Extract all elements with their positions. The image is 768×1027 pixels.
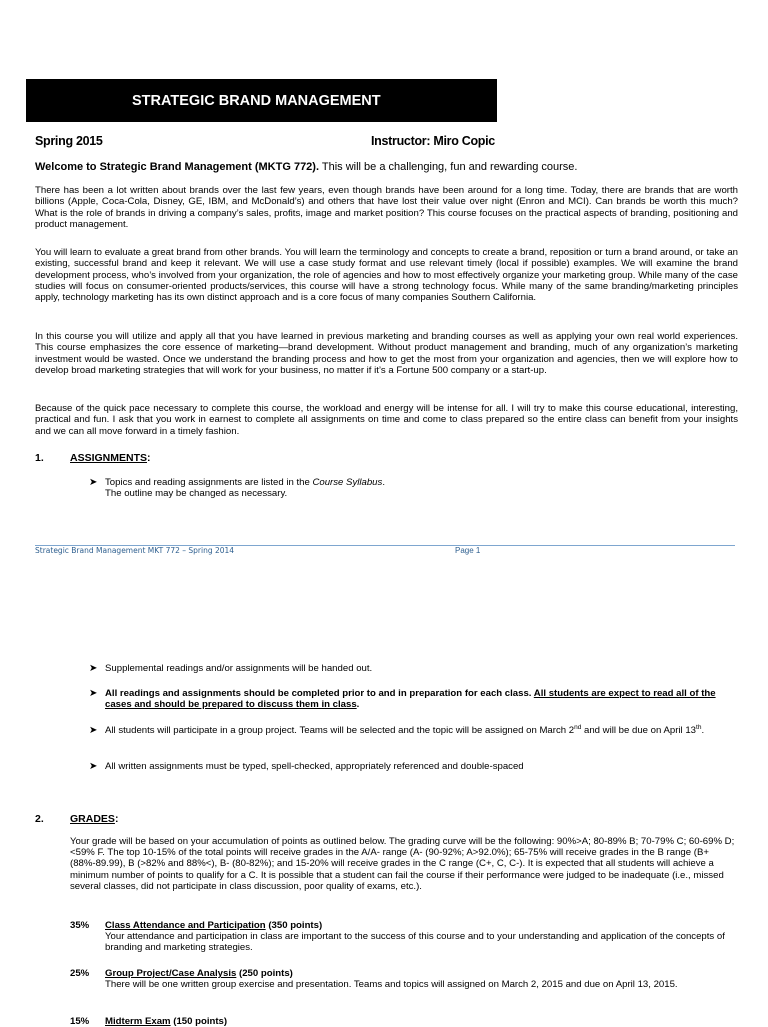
grade-item-desc: There will be one written group exercise and presentation. Teams and topics will assigned on March 2, 2015 and due on April 13, 2015. xyxy=(105,979,678,991)
section-1-heading xyxy=(70,452,151,464)
bullet-arrow-icon: ➤ xyxy=(89,761,98,772)
section-2-colon: : xyxy=(114,813,119,825)
bullet-arrow-icon: ➤ xyxy=(89,477,98,488)
paragraph-3: In this course you will utilize and apply all that you have learned in previous marketing and branding courses as well as applying your own real world experiences. This course emphasizes the core essence of marketing—brand development. Without product management and branding, much of any organization’s marketing investment would be wasted. Once we understand the branding process and how to get the most from your organization and agencies, then we will explore how to develop broad marketing strategies that will work for your business, no matter if it’s a Fortune 500 company or a start-up. xyxy=(35,331,738,376)
grade-item-points: (350 points) xyxy=(265,920,323,931)
grade-weight: 15% xyxy=(70,1016,90,1027)
document-title: STRATEGIC BRAND MANAGEMENT xyxy=(132,93,381,109)
bullet-1-line2: The outline may be changed as necessary. xyxy=(105,488,288,500)
bullet-3-bold: All readings and assignments should be completed prior to and in preparation for each class. xyxy=(105,688,534,699)
bullet-4-period: . xyxy=(701,725,705,736)
grade-item-points: (250 points) xyxy=(236,968,293,979)
bullet-3-period: . xyxy=(356,699,360,711)
assignment-bullet-3 xyxy=(105,688,738,710)
course-syllabus-ref: Course Syllabus xyxy=(312,477,383,488)
grade-item-title: Class Attendance and Participation xyxy=(105,920,266,931)
grade-item-midterm xyxy=(105,1016,738,1027)
welcome-rest: This will be a challenging, fun and rewarding course. xyxy=(319,161,578,173)
ordinal-suffix: th xyxy=(696,723,702,731)
grade-item-title: Midterm Exam xyxy=(105,1016,171,1027)
bullet-arrow-icon: ➤ xyxy=(89,725,98,736)
section-1-colon: : xyxy=(147,452,151,464)
grade-weight: 35% xyxy=(70,920,90,931)
bullet-4-text-a: All students will participate in a group project. Teams will be selected and the topic will be assigned on March 2 xyxy=(105,725,575,736)
grade-weight: 25% xyxy=(70,968,90,979)
grade-item-points: (150 points) xyxy=(170,1016,228,1027)
assignment-bullet-1 xyxy=(105,477,738,499)
bullet-4-text-b: and will be due on April 13 xyxy=(581,725,697,736)
section-2-heading xyxy=(70,813,118,825)
assignment-bullet-5: All written assignments must be typed, spell-checked, appropriately referenced and double-spaced xyxy=(105,761,524,772)
bullet-3-underlined: All students are expect to read all of the cases and should be prepared to discuss them in class xyxy=(105,688,716,711)
bullet-arrow-icon: ➤ xyxy=(89,663,98,674)
welcome-line xyxy=(35,161,577,173)
assignment-bullet-4 xyxy=(105,725,738,736)
document-title-bar xyxy=(26,79,497,122)
section-1-number: 1. xyxy=(35,452,44,464)
paragraph-1: There has been a lot written about brands over the last few years, even though brands have been around for a long time. Today, there are brands that are worth billions (Apple, Coca-Cola, Disney, GE, IBM, and McDonald’s) and others that have lost their value over night (Enron and MCI). Can brands be worth this much? What is the role of brands in driving a company’s sales, profits, image and market position? This course focuses on the practical aspects of branding, positioning and product management. xyxy=(35,185,738,230)
grade-item-desc: Your attendance and participation in class are important to the success of this course and to your understanding and application of the concepts of branding and marketing strategies. xyxy=(105,931,725,954)
instructor-label: Instructor: Miro Copic xyxy=(371,134,495,148)
ordinal-suffix: nd xyxy=(574,723,582,731)
grading-intro: Your grade will be based on your accumulation of points as outlined below. The grading curve will be the following: 90%>A; 80-89% B; 70-79% C; 60-69% D; <59% F. The top 10-15% of the total points will receive grades in the A/A- range (A- (90-92%; A>92.0%); 65-75% will receive grades in the B range (B+ (88%-89.99), B (>82% and 88%<), B- (80-82%); and 15-20% will receive grades in the C range (C+, C, C-). It is expected that all students will achieve a minimum number of points to qualify for a C. It is possible that a student can fail the course if their performance were judged to be inadequate (i.e., missed several classes, did not participate in class discussion, poor quality of exams, etc.). xyxy=(70,836,735,892)
section-2-number: 2. xyxy=(35,813,44,825)
welcome-bold: Welcome to Strategic Brand Management (MKTG 772). xyxy=(35,161,320,173)
footer-course-label: Strategic Brand Management MKT 772 – Spring 2014 xyxy=(35,546,235,555)
grade-item-group-project xyxy=(105,968,738,990)
section-1-title: ASSIGNMENTS xyxy=(70,452,148,464)
grade-item-attendance xyxy=(105,920,738,954)
paragraph-4: Because of the quick pace necessary to complete this course, the workload and energy will be intense for all. I will try to make this course educational, interesting, practical and fun. I ask that you work in earnest to complete all assignments on time and come to class prepared so the entire class can benefit from your insights and we can all move forward in a timely fashion. xyxy=(35,403,738,437)
section-2-title: GRADES xyxy=(70,813,115,825)
assignment-bullet-2: Supplemental readings and/or assignments will be handed out. xyxy=(105,663,373,674)
bullet-arrow-icon: ➤ xyxy=(89,688,98,699)
bullet-1-text: Topics and reading assignments are listed in the xyxy=(105,477,313,488)
footer-page-number: Page 1 xyxy=(455,546,481,555)
term-label: Spring 2015 xyxy=(35,134,103,148)
bullet-1-period: . xyxy=(382,477,385,488)
grade-item-title: Group Project/Case Analysis xyxy=(105,968,237,979)
paragraph-2: You will learn to evaluate a great brand from other brands. You will learn the terminology and concepts to create a brand, reposition or turn a brand around, or take an existing, successful brand and keep it relevant. We will use a case study format and use relevant timely (local if possible) examples. We will examine the brand development process, who’s involved from your organization, the role of agencies and how to most effectively organize your marketing group. While many of the case studies will focus on consumer-oriented products/services, this course will have a strong technology focus. While many of the same branding/marketing principles apply, technology marketing has its own distinct approach and is a core focus of many companies Southern California. xyxy=(35,247,738,304)
